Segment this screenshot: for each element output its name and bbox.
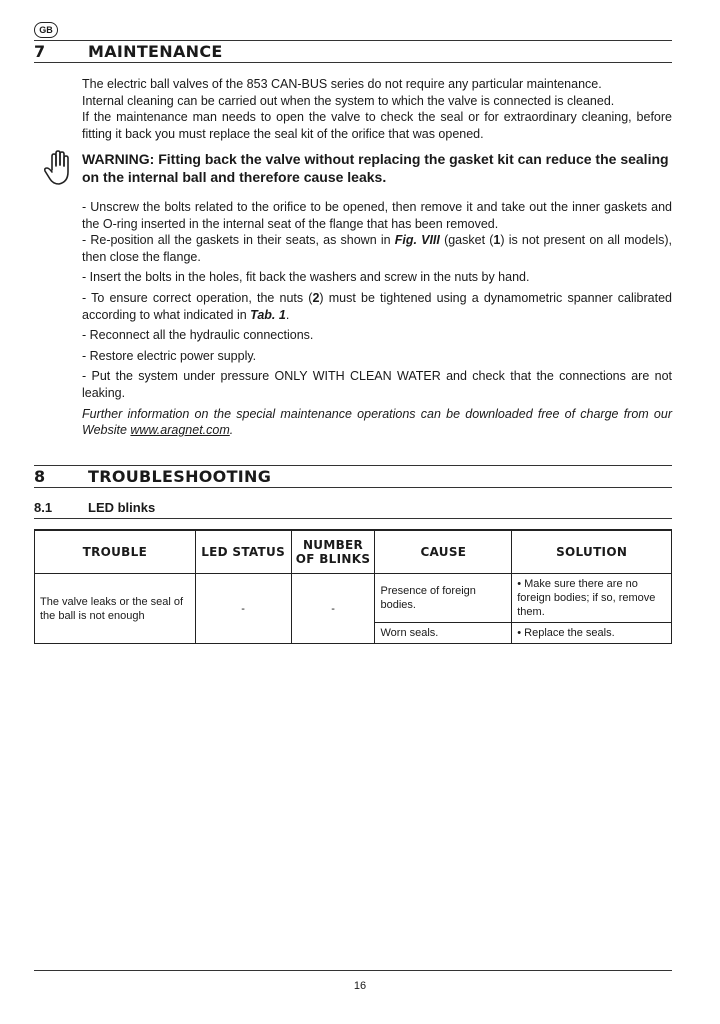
cell-cause: Worn seals.	[375, 623, 512, 644]
cell-blinks: -	[291, 574, 375, 644]
header-cause: CAUSE	[375, 530, 512, 574]
intro-paragraph	[82, 76, 672, 142]
cell-solution: • Replace the seals.	[512, 623, 672, 644]
section-8-heading	[34, 465, 672, 488]
step-2	[82, 232, 672, 265]
troubleshooting-table	[34, 529, 672, 644]
section-number: 7	[34, 42, 46, 61]
language-badge: GB	[34, 22, 58, 38]
procedure-steps	[82, 199, 672, 439]
cell-solution: • Make sure there are no foreign bodies; if so, remove them.	[512, 574, 672, 623]
section-title: MAINTENANCE	[88, 42, 223, 61]
header-solution: SOLUTION	[512, 530, 672, 574]
table-header-row	[35, 530, 672, 574]
intro-line-2: Internal cleaning can be carried out when the system to which the valve is connected is cleaned.	[82, 93, 615, 108]
further-info-end: .	[229, 423, 234, 438]
subsection-number: 8.1	[34, 500, 53, 515]
step-4-text: .	[285, 307, 290, 322]
website-link[interactable]: www.aragnet.com	[130, 423, 230, 438]
hand-stop-icon	[42, 150, 76, 186]
step-5: - Reconnect all the hydraulic connections.	[82, 328, 314, 343]
step-6: - Restore electric power supply.	[82, 348, 257, 363]
step-4	[82, 290, 672, 323]
page-number: 16	[353, 980, 367, 992]
cell-cause: Presence of foreign bodies.	[375, 574, 512, 623]
section-title: TROUBLESHOOTING	[88, 467, 272, 486]
header-trouble: TROUBLE	[35, 530, 196, 574]
footer-divider	[34, 970, 672, 971]
subsection-8-1-heading	[34, 498, 672, 519]
cell-led-status: -	[195, 574, 291, 644]
step-2-text: ) is not present on all models), then close the flange.	[82, 233, 673, 264]
further-info-text: Further information on the special maintenance operations can be downloaded free of charge from our Website	[82, 406, 672, 438]
further-info	[82, 406, 672, 439]
step-3: - Insert the bolts in the holes, fit back the washers and screw in the nuts by hand.	[82, 270, 530, 285]
figure-reference: Fig. VIII	[394, 233, 440, 248]
nut-number: 2	[312, 290, 320, 305]
gasket-number: 1	[493, 233, 501, 248]
step-4-text: - To ensure correct operation, the nuts (	[82, 290, 313, 305]
subsection-title: LED blinks	[88, 500, 156, 515]
header-led-status: LED STATUS	[195, 530, 291, 574]
cell-trouble: The valve leaks or the seal of the ball is not enough	[35, 574, 196, 644]
warning-text: WARNING: Fitting back the valve without replacing the gasket kit can reduce the sealing on the internal ball and therefore cause leaks.	[82, 151, 669, 185]
step-2-text: - Re-position all the gaskets in their seats, as shown in	[82, 233, 395, 248]
step-7: - Put the system under pressure ONLY WITH CLEAN WATER and check that the connections are not leaking.	[82, 369, 672, 400]
section-7-heading	[34, 40, 672, 63]
step-2-text: (gasket (	[439, 233, 494, 248]
intro-line-3: If the maintenance man needs to open the valve to check the seal or for extraordinary cleaning, before fitting it back you must replace the seal kit of the orifice that was opened.	[82, 110, 672, 141]
section-number: 8	[34, 467, 46, 486]
table-reference: Tab. 1	[250, 307, 286, 322]
table-row	[35, 574, 672, 623]
step-1: - Unscrew the bolts related to the orifice to be opened, then remove it and take out the inner gaskets and the O-ring inserted in the internal seat of the flange that has been removed.	[82, 200, 672, 231]
step-4-text: ) must be tightened using a dynamometric spanner calibrated according to what indicated in	[82, 290, 673, 322]
header-number-of-blinks: NUMBER OF BLINKS	[291, 530, 375, 574]
intro-line-1: The electric ball valves of the 853 CAN-BUS series do not require any particular maintenance.	[82, 77, 602, 91]
